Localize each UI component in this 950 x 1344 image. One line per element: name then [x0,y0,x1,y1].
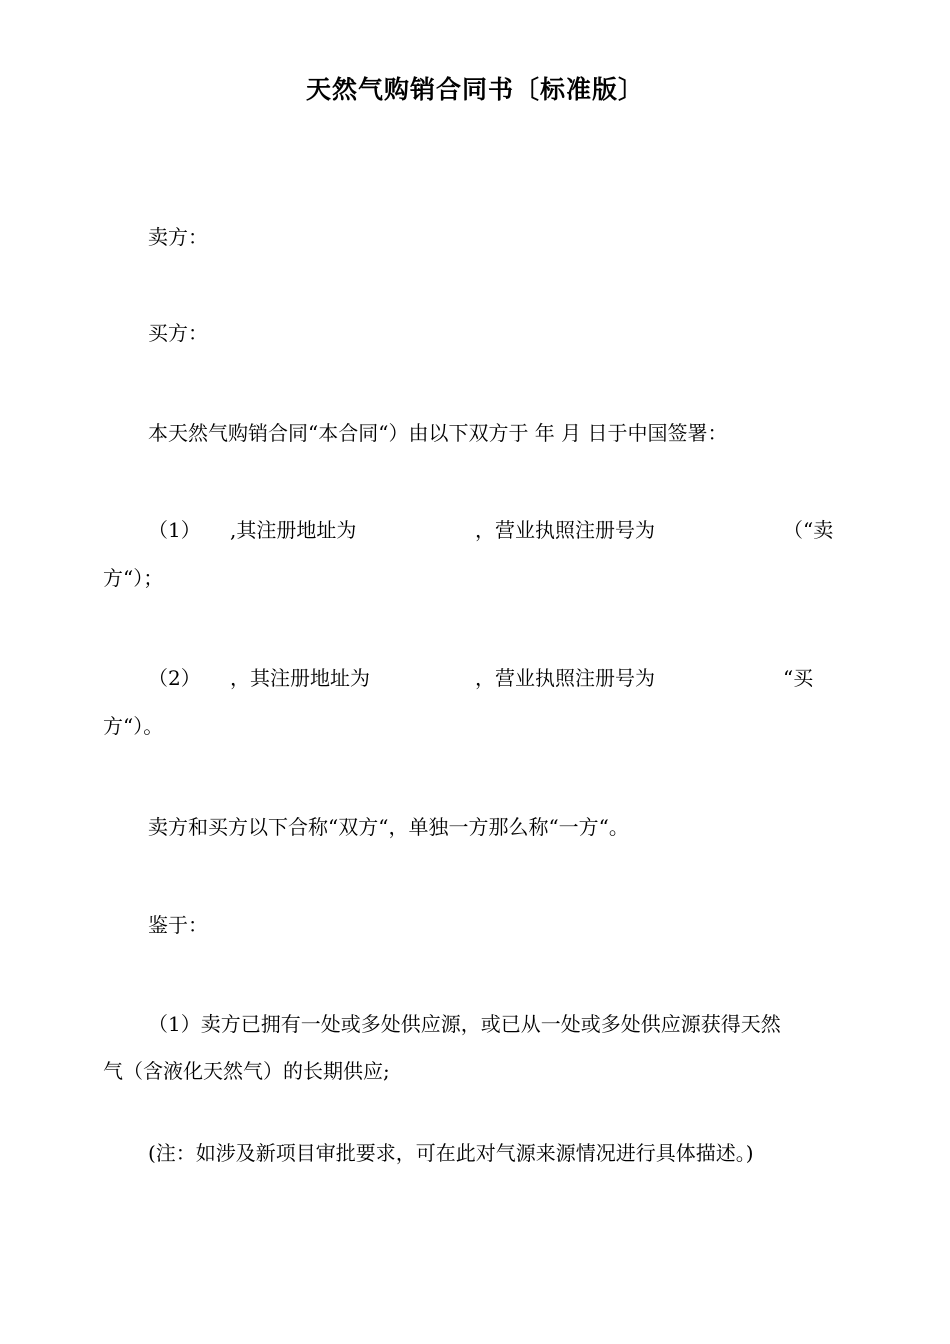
seller-label: 卖方： [148,225,208,249]
document-title: 天然气购销合同书〔标准版〕 [305,75,644,104]
whereas-clause-1-line-2: 气（含液化天然气）的长期供应; [103,1059,390,1083]
party-2-number: （2） [148,666,201,690]
contract-intro: 本天然气购销合同“本合同“）由以下双方于 年 月 日于中国签署： [148,421,728,445]
party-2-clause [103,665,863,739]
collective-definition: 卖方和买方以下合称“双方“，单独一方那么称“一方“。 [148,815,629,839]
party-1-address-label: ,其注册地址为 [230,518,357,542]
note-text: (注：如涉及新项目审批要求，可在此对气源来源情况进行具体描述。) [148,1141,754,1165]
party-2-address-label: ，其注册地址为 [230,666,370,690]
party-1-clause [103,517,863,591]
whereas-heading: 鉴于： [148,913,208,937]
buyer-label: 买方： [148,321,208,345]
whereas-clause-1-line-1: （1）卖方已拥有一处或多处供应源，或已从一处或多处供应源获得天然 [148,1012,781,1036]
party-2-role-tag-start: “买 [783,666,814,690]
party-1-number: （1） [148,518,201,542]
party-2-role-tag-end: 方“）。 [103,714,164,738]
party-2-license-label: ，营业执照注册号为 [475,666,655,690]
party-1-role-tag-end: 方“）； [103,566,164,590]
party-1-license-label: ，营业执照注册号为 [475,518,655,542]
party-1-role-tag-start: （“卖 [783,518,834,542]
